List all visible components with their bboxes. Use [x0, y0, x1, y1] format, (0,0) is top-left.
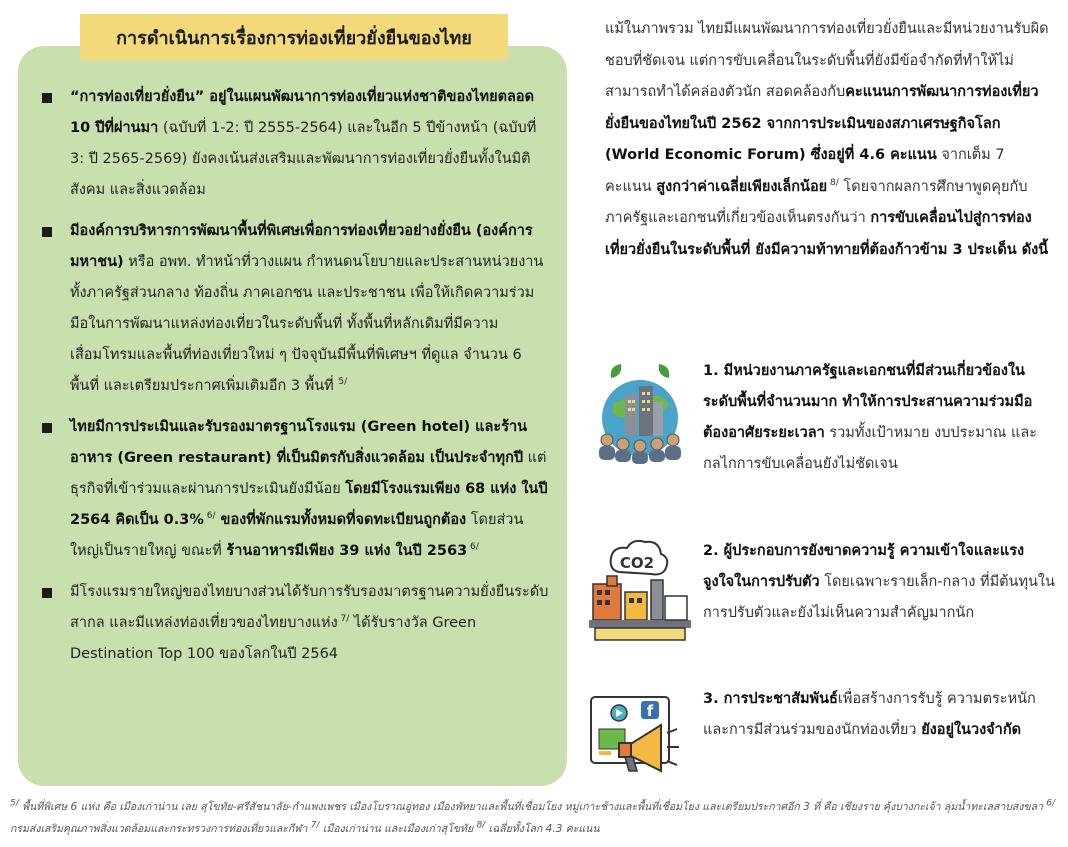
- challenge-item-1: [585, 356, 1055, 480]
- body-text: รวมทั้งเป้าหมาย งบประมาณ และกลไกการขับเคลื่อนยังไม่ชัดเจน: [703, 425, 1037, 472]
- body-text: โดยจากผลการศึกษาพูดคุยกับภาครัฐและเอกชนที่เกี่ยวข้องเห็นตรงกันว่า: [605, 178, 1028, 226]
- globe-city-people-icon: [585, 356, 695, 466]
- bold-text: 1. มีหน่วยงานภาครัฐและเอกชนที่มีส่วนเกี่ยวข้องในระดับพื้นที่จำนวนมาก ทำให้การประสานความร่วมมือต้องอาศัยระยะเวลา: [703, 363, 1033, 441]
- challenge-text: [695, 684, 1055, 794]
- list-item: [42, 577, 549, 670]
- body-text: โดยเฉพาะรายเล็ก-กลาง ที่มีต้นทุนในการปรับตัวและยังไม่เห็นความสำคัญมากนัก: [703, 574, 1055, 621]
- facebook-letter: f: [646, 702, 654, 720]
- bold-text: ของที่พักแรมทั้งหมดที่จดทะเบียนถูกต้อง: [215, 512, 467, 528]
- challenge-item-2: [585, 536, 1055, 646]
- bold-text: ร้านอาหารมีเพียง 39 แห่ง ในปี 2563: [226, 543, 468, 559]
- footnote-ref: 8/: [476, 820, 486, 831]
- list-item: [42, 216, 549, 402]
- footnote-ref: 8/: [827, 177, 839, 188]
- list-item: [42, 412, 549, 567]
- list-item-text: [70, 216, 549, 402]
- co2-label: CO2: [619, 554, 655, 572]
- bold-text: 3. การประชาสัมพันธ์: [703, 691, 838, 707]
- footnote-ref: 6/: [203, 511, 216, 522]
- footnote-text: กรมส่งเสริมคุณภาพสิ่งแวดล้อมและกระทรวงการท่องเที่ยวและกีฬา: [10, 823, 311, 835]
- measures-panel: [18, 46, 567, 786]
- body-text: แม้ในภาพรวม ไทยมีแผนพัฒนาการท่องเที่ยวยั่งยืนและมีหน่วยงานรับผิดชอบที่ชัดเจน แต่การขับเคลื่อนในระดับพื้นที่ยังมีข้อจำกัดที่ทำให้ไม่สามารถทำได้คล่องตัวนัก สอดคล้องกับ: [605, 21, 1049, 100]
- body-text: โดยส่วนใหญ่เป็นรายใหญ่ ขณะที่: [70, 512, 524, 559]
- co2-factory-icon: [585, 536, 695, 646]
- list-item: [42, 82, 549, 206]
- bold-text: สูงกว่าค่าเฉลี่ยเพียงเล็กน้อย: [656, 178, 828, 195]
- challenge-item-3: [585, 684, 1055, 794]
- footnote-text: พื้นที่พิเศษ 6 แห่ง คือ เมืองเก่าน่าน เลย สุโขทัย-ศรีสัชนาลัย-กำแพงเพชร เมืองโบราณอู่ทอง เมืองพัทยาและพื้นที่เชื่อมโยง หมู่เกาะช้างและพื้นที่เชื่อมโยง และเตรียมประกาศอีก 3 ที่ คือ เชียงราย คุ้งบางกะเจ้า ลุ่มน้ำทะเลสาบสงขลา: [18, 801, 1047, 813]
- bold-text: การขับเคลื่อนไปสู่การท่องเที่ยวยั่งยืนในระดับพื้นที่ ยังมีความท้าทายที่ต้องก้าวข้าม 3 ประเด็น ดังนี้: [605, 210, 1049, 258]
- footnote-ref: 6/: [1046, 798, 1056, 809]
- challenge-text: [695, 356, 1055, 480]
- section-title-text: การดำเนินการเรื่องการท่องเที่ยวยั่งยืนของไทย: [116, 27, 472, 49]
- bold-text: “การท่องเที่ยวยั่งยืน” อยู่ในแผนพัฒนาการท่องเที่ยวแห่งชาติของไทยตลอด 10 ปีที่ผ่านมา: [70, 89, 535, 136]
- footnote-ref: 7/: [337, 614, 350, 625]
- footnote: [10, 796, 1062, 840]
- bold-text: 2. ผู้ประกอบการยังขาดความรู้ ความเข้าใจและแรงจูงใจในการปรับตัว: [703, 543, 1025, 590]
- megaphone-social-icon: [585, 684, 695, 794]
- footnote-ref: 5/: [338, 377, 348, 388]
- body-text: (ฉบับที่ 1-2: ปี 2555-2564) และในอีก 5 ปีข้างหน้า (ฉบับที่ 3: ปี 2565-2569) ยังคงเน้นส่งเสริมและพัฒนาการท่องเที่ยวยั่งยืนทั้งในมิติสังคม และสิ่งแวดล้อม: [70, 120, 537, 198]
- bullet-square-icon: [42, 227, 52, 237]
- footnote-text: เมืองเก่าน่าน และเมืองเก่าสุโขทัย: [319, 823, 477, 835]
- body-text: เพื่อสร้างการรับรู้ ความตระหนัก และการมีส่วนร่วมของนักท่องเที่ยว: [703, 691, 1036, 738]
- footnote-ref: 7/: [310, 820, 320, 831]
- body-text: มีโรงแรมรายใหญ่ของไทยบางส่วนได้รับการรับรองมาตรฐานความยั่งยืนระดับสากล และมีแหล่งท่องเที่ยวของไทยบางแห่ง: [70, 584, 549, 631]
- list-item-text: [70, 412, 549, 567]
- body-text: หรือ อพท. ทำหน้าที่วางแผน กำหนดนโยบายและประสานหน่วยงานทั้งภาครัฐส่วนกลาง ท้องถิ่น ภาคเอกชน และประชาชน เพื่อให้เกิดความร่วมมือในการพัฒนาแหล่งท่องเที่ยวในระดับพื้นที่ ทั้งพื้นที่หลักเดิมที่มีความเสื่อมโทรมและพื้นที่ท่องเที่ยวใหม่ ๆ ปัจจุบันมีพื้นที่พิเศษฯ ที่ดูแล จำนวน 6 พื้นที่ และเตรียมประกาศเพิ่มเติมอีก 3 พื้นที่: [70, 254, 544, 394]
- section-title: [80, 14, 508, 60]
- footnote-ref: 6/: [467, 542, 479, 553]
- challenge-text: [695, 536, 1055, 646]
- bold-text: โดยมีโรงแรมเพียง 68 แห่ง ในปี 2564 คิดเป็น 0.3%: [70, 481, 548, 528]
- footnote-ref: 5/: [10, 798, 19, 809]
- bold-text: มีองค์การบริหารการพัฒนาพื้นที่พิเศษเพื่อการท่องเที่ยวอย่างยั่งยืน (องค์การมหาชน): [70, 223, 533, 270]
- bold-text: คะแนนการพัฒนาการท่องเที่ยวยั่งยืนของไทยในปี 2562 จากการประเมินของสภาเศรษฐกิจโลก (World Economic Forum) ซึ่งอยู่ที่ 4.6 คะแนน: [605, 84, 1039, 163]
- footnote-text: เฉลี่ยทั้งโลก 4.3 คะแนน: [485, 823, 600, 835]
- intro-paragraph: [605, 14, 1053, 266]
- bold-text: ยังอยู่ในวงจำกัด: [921, 722, 1022, 738]
- body-text: ได้รับรางวัล Green Destination Top 100 ของโลกในปี 2564: [70, 615, 477, 662]
- bold-text: ไทยมีการประเมินและรับรองมาตรฐานโรงแรม (Green hotel) และร้านอาหาร (Green restaurant) ที่เป็นมิตรกับสิ่งแวดล้อม เป็นประจำทุกปี: [70, 419, 528, 466]
- list-item-text: [70, 577, 549, 670]
- list-item-text: [70, 82, 549, 206]
- bullet-square-icon: [42, 93, 52, 103]
- body-text: แต่ธุรกิจที่เข้าร่วมและผ่านการประเมินยังมีน้อย: [70, 450, 547, 497]
- bullet-square-icon: [42, 423, 52, 433]
- bullet-square-icon: [42, 588, 52, 598]
- body-text: จากเต็ม 7 คะแนน: [605, 147, 1005, 195]
